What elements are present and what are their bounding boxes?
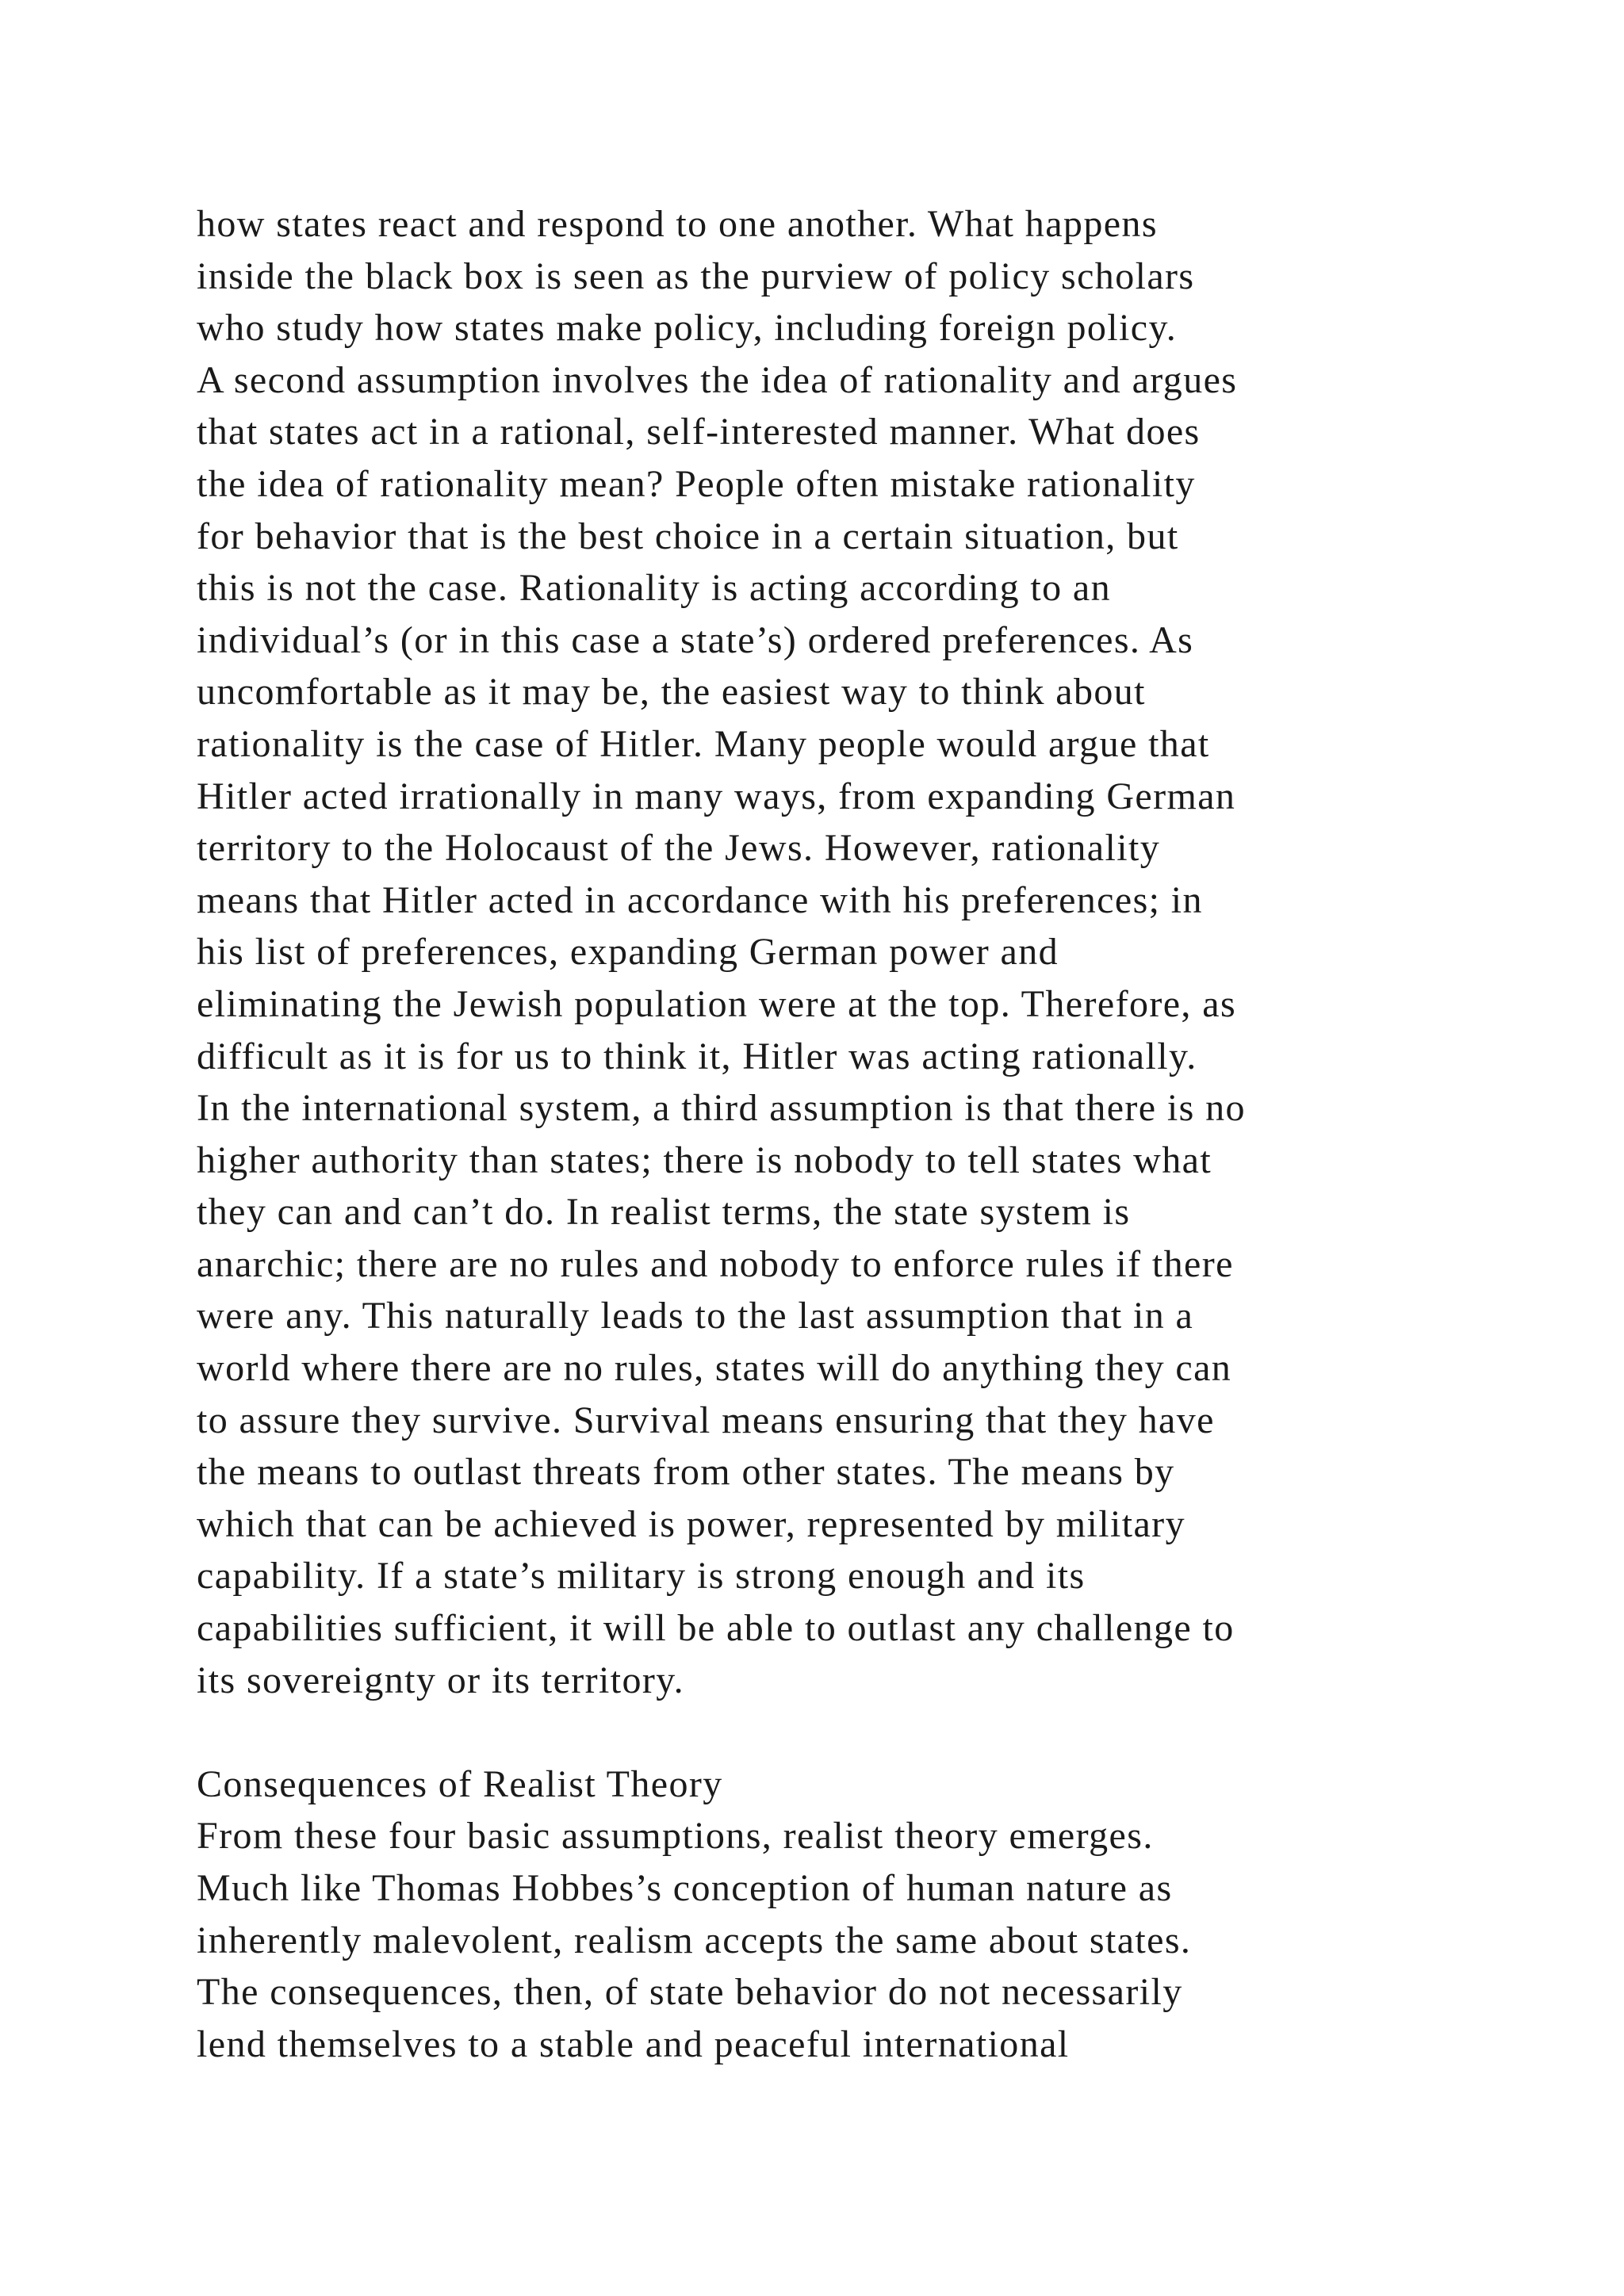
text-line: In the international system, a third assumption is that there is no [197,1087,1246,1130]
text-line: capabilities sufficient, it will be able to outlast any challenge to [197,1607,1235,1650]
blank-line [197,1706,1465,1758]
text-line: this is not the case. Rationality is acting according to an [197,567,1112,610]
text-line: that states act in a rational, self-interested manner. What does [197,411,1201,453]
text-line: individual’s (or in this case a state’s) ordered preferences. As [197,618,1194,661]
text-line: who study how states make policy, including foreign policy. [197,307,1178,350]
text-line: anarchic; there are no rules and nobody to enforce rules if there [197,1242,1234,1285]
text-line: higher authority than states; there is nobody to tell states what [197,1138,1212,1181]
text-line: difficult as it is for us to think it, Hitler was acting rationally. [197,1035,1197,1077]
text-line: lend themselves to a stable and peaceful international [197,2022,1070,2065]
text-line: its sovereignty or its territory. [197,1659,684,1701]
text-line: the idea of rationality mean? People often mistake rationality [197,462,1196,505]
text-line: the means to outlast threats from other states. The means by [197,1451,1175,1494]
text-line: for behavior that is the best choice in a certain situation, but [197,515,1179,557]
text-line: capability. If a state’s military is strong enough and its [197,1555,1086,1598]
text-line: rationality is the case of Hitler. Many people would argue that [197,722,1210,765]
text-line: world where there are no rules, states will do anything they can [197,1347,1232,1390]
section-heading: Consequences of Realist Theory [197,1762,723,1805]
text-line: The consequences, then, of state behavior do not necessarily [197,1971,1183,2014]
text-line: eliminating the Jewish population were at the top. Therefore, as [197,982,1237,1025]
text-line: they can and can’t do. In realist terms, the state system is [197,1191,1131,1234]
text-line: inside the black box is seen as the purview of policy scholars [197,254,1195,297]
text-line: which that can be achieved is power, represented by military [197,1502,1185,1545]
text-line: his list of preferences, expanding German power and [197,931,1059,974]
body-text [197,198,1465,2070]
text-line: uncomfortable as it may be, the easiest way to think about [197,671,1146,714]
text-line: A second assumption involves the idea of rationality and argues [197,358,1238,401]
text-line: Hitler acted irrationally in many ways, from expanding German [197,775,1236,817]
text-line: territory to the Holocaust of the Jews. However, rationality [197,827,1161,870]
text-line: to assure they survive. Survival means ensuring that they have [197,1399,1215,1441]
text-line: were any. This naturally leads to the last assumption that in a [197,1295,1194,1337]
text-line: From these four basic assumptions, realist theory emerges. [197,1815,1154,1858]
text-line: Much like Thomas Hobbes’s conception of human nature as [197,1867,1173,1909]
text-line: means that Hitler acted in accordance with his preferences; in [197,878,1203,921]
text-line: inherently malevolent, realism accepts the same about states. [197,1919,1192,1961]
text-line: how states react and respond to one another. What happens [197,203,1158,245]
